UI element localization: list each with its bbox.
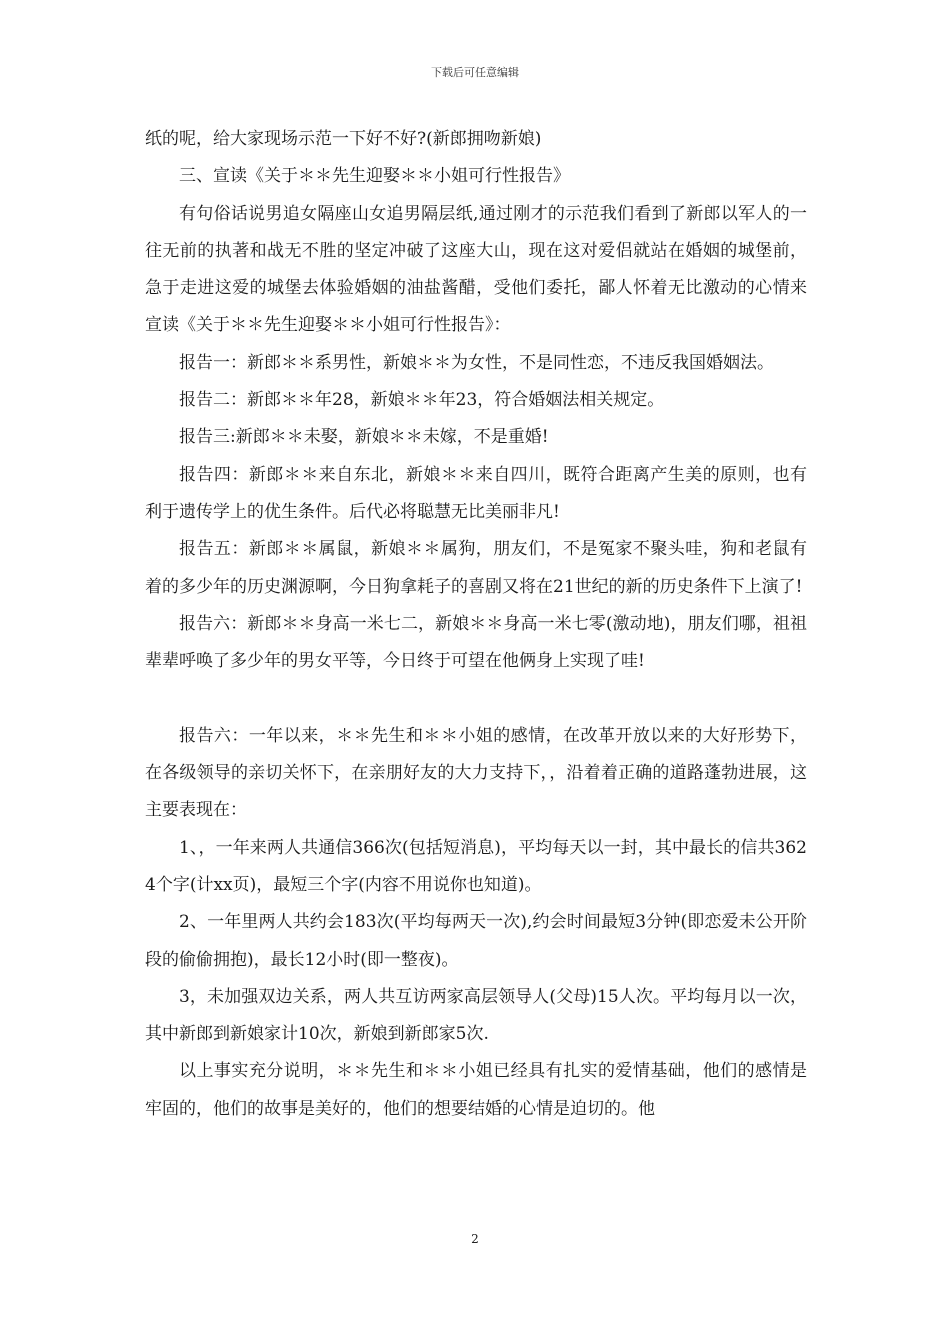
report-six: 报告六：新郎＊＊身高一米七二，新娘＊＊身高一米七零(激动地)，朋友们哪，祖祖辈辈呼唤了多少年的男女平等，今日终于可望在他俩身上实现了哇! — [145, 613, 807, 672]
document-body — [145, 121, 807, 1128]
paragraph-spacer — [145, 680, 807, 717]
page-header: 下载后可任意编辑 — [431, 66, 519, 79]
list-item-three: 3，未加强双边关系，两人共互访两家高层领导人(父母)15人次。平均每月以一次，其中新郎到新娘家计10次，新娘到新郎家5次. — [145, 986, 807, 1045]
section-heading: 三、宣读《关于＊＊先生迎娶＊＊小姐可行性报告》 — [179, 166, 570, 187]
report-two: 报告二：新郎＊＊年28，新娘＊＊年23，符合婚姻法相关规定。 — [179, 390, 665, 411]
report-five: 报告五：新郎＊＊属鼠，新娘＊＊属狗，朋友们，不是冤家不聚头哇，狗和老鼠有着的多少年的历史渊源啊，今日狗拿耗子的喜剧又将在21世纪的新的历史条件下上演了! — [145, 539, 807, 597]
paragraph-continuation: 纸的呢，给大家现场示范一下好不好?(新郎拥吻新娘) — [145, 129, 542, 149]
page-number: 2 — [471, 1232, 479, 1246]
list-item-one: 1、，一年来两人共通信366次(包括短消息)，平均每天以一封，其中最长的信共3624个字(计xx页)，最短三个字(内容不用说你也知道)。 — [145, 837, 807, 895]
paragraph-intro: 有句俗话说男追女隔座山女追男隔层纸,通过刚才的示范我们看到了新郎以军人的一往无前的执著和战无不胜的坚定冲破了这座大山，现在这对爱侣就站在婚姻的城堡前，急于走进这爱的城堡去体验婚姻的油盐酱醋，受他们委托，鄙人怀着无比激动的心情来宣读《关于＊＊先生迎娶＊＊小姐可行性报告》： — [145, 203, 807, 336]
report-one: 报告一：新郎＊＊系男性，新娘＊＊为女性，不是同性恋，不违反我国婚姻法。 — [179, 352, 774, 373]
report-four: 报告四：新郎＊＊来自东北，新娘＊＊来自四川，既符合距离产生美的原则，也有利于遗传学上的优生条件。后代必将聪慧无比美丽非凡! — [145, 464, 807, 522]
list-item-two: 2、一年里两人共约会183次(平均每两天一次),约会时间最短3分钟(即恋爱未公开阶段的偷偷拥抱)，最长12小时(即一整夜)。 — [145, 912, 807, 970]
paragraph-conclusion: 以上事实充分说明，＊＊先生和＊＊小姐已经具有扎实的爱情基础，他们的感情是牢固的，他们的故事是美好的，他们的想要结婚的心情是迫切的。他 — [145, 1061, 807, 1119]
report-three: 报告三:新郎＊＊未娶，新娘＊＊未嫁，不是重婚! — [179, 427, 549, 448]
report-six-second: 报告六：一年以来，＊＊先生和＊＊小姐的感情，在改革开放以来的大好形势下，在各级领导的亲切关怀下，在亲朋好友的大力支持下，，沿着着正确的道路蓬勃进展，这主要表现在： — [145, 725, 807, 821]
